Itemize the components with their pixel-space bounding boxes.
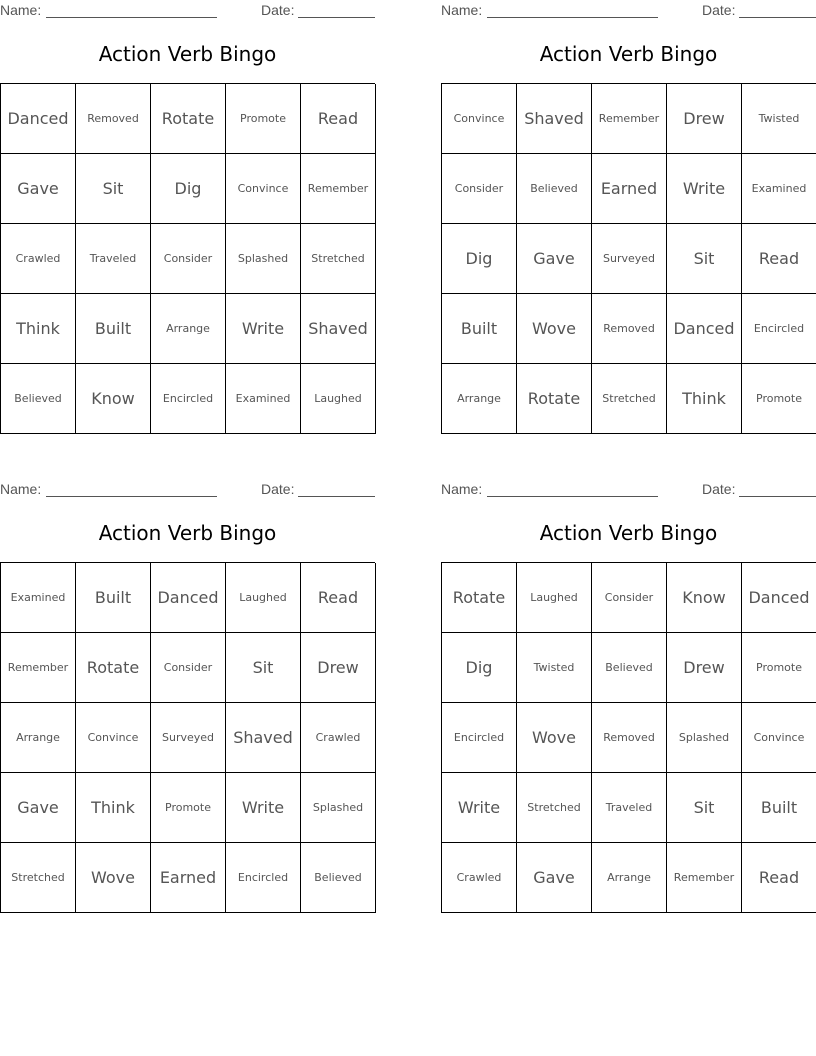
bingo-cell: Drew bbox=[667, 84, 742, 154]
bingo-cell: Wove bbox=[517, 703, 592, 773]
bingo-cell: Remember bbox=[301, 154, 376, 224]
bingo-cell: Traveled bbox=[592, 773, 667, 843]
bingo-cell: Crawled bbox=[1, 224, 76, 294]
bingo-cell: Stretched bbox=[517, 773, 592, 843]
bingo-cell: Danced bbox=[151, 563, 226, 633]
card-title: Action Verb Bingo bbox=[98, 521, 277, 545]
bingo-cell: Promote bbox=[742, 364, 816, 434]
name-date-row bbox=[0, 481, 375, 499]
bingo-cell: Dig bbox=[151, 154, 226, 224]
name-date-row bbox=[0, 2, 375, 20]
bingo-cell: Splashed bbox=[226, 224, 301, 294]
bingo-cell: Twisted bbox=[742, 84, 816, 154]
name-blank-line bbox=[487, 496, 658, 497]
card-title: Action Verb Bingo bbox=[98, 42, 277, 66]
bingo-cell: Remember bbox=[1, 633, 76, 703]
name-label: Name: bbox=[441, 481, 483, 497]
bingo-cell: Earned bbox=[151, 843, 226, 913]
date-blank-line bbox=[739, 496, 816, 497]
date-blank-line bbox=[298, 17, 375, 18]
bingo-cell: Promote bbox=[151, 773, 226, 843]
bingo-cell: Think bbox=[76, 773, 151, 843]
bingo-cell: Read bbox=[742, 224, 816, 294]
bingo-cell: Built bbox=[742, 773, 816, 843]
bingo-cell: Gave bbox=[1, 773, 76, 843]
bingo-cell: Consider bbox=[151, 224, 226, 294]
bingo-cell: Removed bbox=[592, 294, 667, 364]
bingo-cell: Write bbox=[442, 773, 517, 843]
bingo-cell: Surveyed bbox=[151, 703, 226, 773]
name-date-row bbox=[441, 481, 816, 499]
bingo-card-1 bbox=[0, 0, 375, 434]
bingo-cell: Consider bbox=[442, 154, 517, 224]
bingo-cell: Drew bbox=[301, 633, 376, 703]
name-label: Name: bbox=[441, 2, 483, 18]
bingo-cell: Surveyed bbox=[592, 224, 667, 294]
bingo-cell: Rotate bbox=[76, 633, 151, 703]
bingo-cell: Sit bbox=[76, 154, 151, 224]
bingo-cell: Convince bbox=[442, 84, 517, 154]
bingo-card-4 bbox=[441, 479, 816, 913]
bingo-cell: Remember bbox=[592, 84, 667, 154]
bingo-cell: Examined bbox=[226, 364, 301, 434]
bingo-grid bbox=[441, 562, 816, 913]
bingo-cell: Arrange bbox=[442, 364, 517, 434]
bingo-cell: Remember bbox=[667, 843, 742, 913]
bingo-cell: Arrange bbox=[151, 294, 226, 364]
name-blank-line bbox=[487, 17, 658, 18]
bingo-cell: Sit bbox=[667, 224, 742, 294]
bingo-cell: Traveled bbox=[76, 224, 151, 294]
bingo-cell: Shaved bbox=[517, 84, 592, 154]
bingo-cell: Believed bbox=[517, 154, 592, 224]
bingo-cell: Consider bbox=[592, 563, 667, 633]
bingo-grid bbox=[441, 83, 816, 434]
bingo-cell: Sit bbox=[226, 633, 301, 703]
bingo-cell: Built bbox=[76, 563, 151, 633]
bingo-cell: Encircled bbox=[442, 703, 517, 773]
bingo-cell: Believed bbox=[1, 364, 76, 434]
bingo-cell: Write bbox=[226, 773, 301, 843]
bingo-cell: Laughed bbox=[226, 563, 301, 633]
bingo-cell: Rotate bbox=[442, 563, 517, 633]
date-label: Date: bbox=[261, 2, 295, 18]
bingo-cell: Built bbox=[442, 294, 517, 364]
bingo-cell: Dig bbox=[442, 633, 517, 703]
bingo-cell: Promote bbox=[226, 84, 301, 154]
bingo-card-2 bbox=[441, 0, 816, 434]
bingo-grid bbox=[0, 83, 375, 434]
name-label: Name: bbox=[0, 481, 42, 497]
bingo-cell: Write bbox=[226, 294, 301, 364]
bingo-grid bbox=[0, 562, 375, 913]
bingo-cell: Convince bbox=[76, 703, 151, 773]
bingo-cell: Shaved bbox=[301, 294, 376, 364]
bingo-cell: Stretched bbox=[592, 364, 667, 434]
bingo-cell: Arrange bbox=[592, 843, 667, 913]
bingo-cell: Examined bbox=[1, 563, 76, 633]
bingo-cell: Stretched bbox=[301, 224, 376, 294]
bingo-cell: Gave bbox=[1, 154, 76, 224]
bingo-cell: Twisted bbox=[517, 633, 592, 703]
bingo-cell: Believed bbox=[592, 633, 667, 703]
bingo-cell: Believed bbox=[301, 843, 376, 913]
bingo-cell: Know bbox=[76, 364, 151, 434]
bingo-cell: Earned bbox=[592, 154, 667, 224]
card-title: Action Verb Bingo bbox=[539, 42, 718, 66]
bingo-cell: Danced bbox=[667, 294, 742, 364]
bingo-cell: Crawled bbox=[442, 843, 517, 913]
date-label: Date: bbox=[702, 481, 736, 497]
bingo-cell: Read bbox=[301, 84, 376, 154]
bingo-cell: Gave bbox=[517, 224, 592, 294]
bingo-cell: Removed bbox=[76, 84, 151, 154]
bingo-cell: Know bbox=[667, 563, 742, 633]
bingo-cell: Removed bbox=[592, 703, 667, 773]
bingo-cell: Encircled bbox=[151, 364, 226, 434]
bingo-cell: Examined bbox=[742, 154, 816, 224]
bingo-cell: Stretched bbox=[1, 843, 76, 913]
date-label: Date: bbox=[261, 481, 295, 497]
name-blank-line bbox=[46, 496, 217, 497]
bingo-cell: Splashed bbox=[301, 773, 376, 843]
bingo-card-3 bbox=[0, 479, 375, 913]
bingo-cell: Danced bbox=[1, 84, 76, 154]
bingo-cell: Dig bbox=[442, 224, 517, 294]
bingo-cell: Laughed bbox=[517, 563, 592, 633]
bingo-cell: Wove bbox=[76, 843, 151, 913]
bingo-cell: Crawled bbox=[301, 703, 376, 773]
bingo-cell: Encircled bbox=[226, 843, 301, 913]
name-date-row bbox=[441, 2, 816, 20]
bingo-cell: Gave bbox=[517, 843, 592, 913]
bingo-cell: Convince bbox=[742, 703, 816, 773]
bingo-cell: Shaved bbox=[226, 703, 301, 773]
name-blank-line bbox=[46, 17, 217, 18]
bingo-cell: Think bbox=[1, 294, 76, 364]
card-title: Action Verb Bingo bbox=[539, 521, 718, 545]
bingo-cell: Rotate bbox=[517, 364, 592, 434]
bingo-cell: Convince bbox=[226, 154, 301, 224]
date-blank-line bbox=[739, 17, 816, 18]
bingo-cell: Write bbox=[667, 154, 742, 224]
bingo-cell: Arrange bbox=[1, 703, 76, 773]
bingo-cell: Laughed bbox=[301, 364, 376, 434]
bingo-cell: Read bbox=[742, 843, 816, 913]
date-label: Date: bbox=[702, 2, 736, 18]
bingo-cell: Consider bbox=[151, 633, 226, 703]
bingo-cell: Splashed bbox=[667, 703, 742, 773]
bingo-cell: Encircled bbox=[742, 294, 816, 364]
bingo-cell: Promote bbox=[742, 633, 816, 703]
bingo-cell: Drew bbox=[667, 633, 742, 703]
bingo-cell: Think bbox=[667, 364, 742, 434]
bingo-cell: Danced bbox=[742, 563, 816, 633]
bingo-cell: Wove bbox=[517, 294, 592, 364]
bingo-cell: Rotate bbox=[151, 84, 226, 154]
bingo-cell: Built bbox=[76, 294, 151, 364]
name-label: Name: bbox=[0, 2, 42, 18]
bingo-cell: Sit bbox=[667, 773, 742, 843]
bingo-cell: Read bbox=[301, 563, 376, 633]
date-blank-line bbox=[298, 496, 375, 497]
